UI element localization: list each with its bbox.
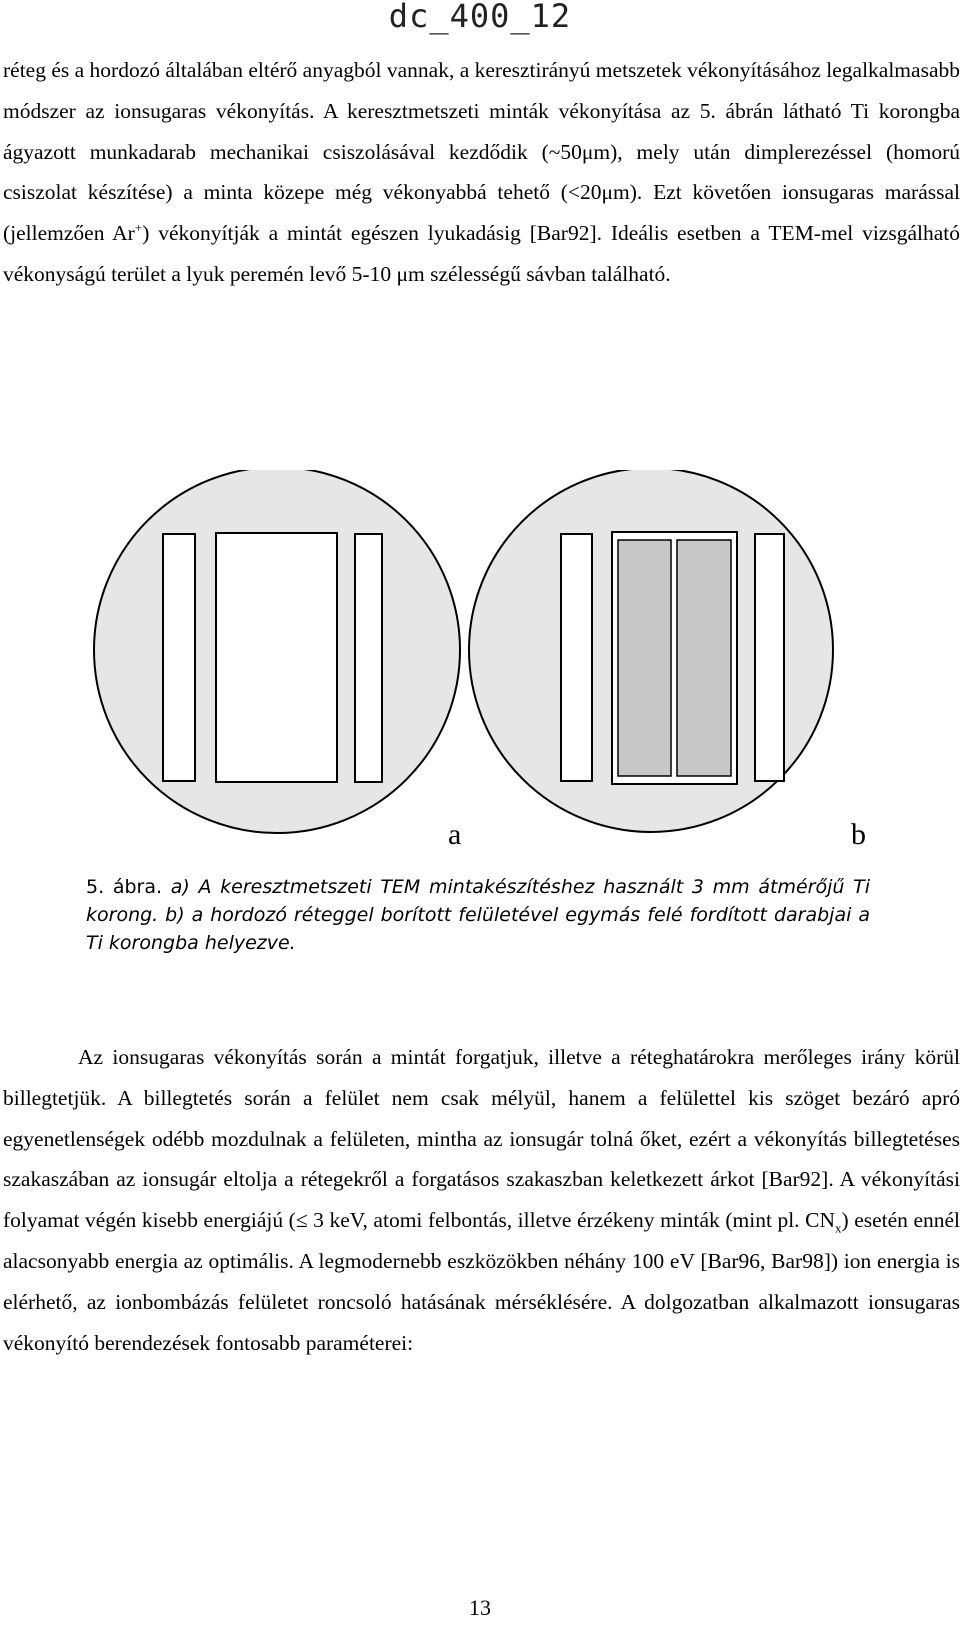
paragraph-2 <box>3 1037 960 1363</box>
paragraph-1 <box>3 50 960 295</box>
disk-a-center-slot <box>216 533 337 782</box>
disk-b-left-slot <box>561 534 592 781</box>
disk-a-left-slot <box>163 534 195 781</box>
paragraph-2-text-b: ) esetén ennél alacsonyabb energia az optimális. A legmodernebb eszközökben néhány 100 eV [Bar96, Bar98]) ion energia is elérhető, az ionbombázás felületet roncsoló hatásának mérséklésére. A dolgozatban alkalmazott ionsugaras vékonyító berendezések fontosabb paraméterei: <box>3 1208 960 1355</box>
subscript-x: x <box>834 1220 842 1236</box>
disk-a-right-slot <box>355 534 382 782</box>
figure-5-drawing <box>0 470 960 870</box>
page-number: 13 <box>469 1595 491 1620</box>
paragraph-1-text-b: ) vékonyítják a mintát egészen lyukadásig [Bar92]. Ideális esetben a TEM-mel vizsgálható vékonyságú terület a lyuk peremén levő 5-10 μm szélességű sávban található. <box>3 221 960 286</box>
caption-prefix: 5. ábra. <box>86 876 163 898</box>
figure-label-b: b <box>851 818 866 851</box>
document-id-header: dc_400_12 <box>388 0 572 35</box>
superscript-plus: + <box>134 220 143 236</box>
disk-b-right-slot <box>755 534 784 781</box>
disk-b-sample-half-left <box>618 540 671 776</box>
figure-5 <box>0 470 960 870</box>
disk-b-sample-half-right <box>677 540 731 776</box>
paragraph-2-text-a: Az ionsugaras vékonyítás során a mintát forgatjuk, illetve a réteghatárokra merőleges irány körül billegtetjük. A billegtetés során a felület nem csak mélyül, hanem a felülettel kis szöget bezáró apró egyenetlenségek odébb mozdulnak a felületen, mintha az ionsugár tolná őket, ezért a vékonyítás billegtetéses szakaszában az ionsugár eltolja a rétegekről a forgatásos szakaszban keletkezett árkot [Bar92]. A vékonyítási folyamat végén kisebb energiájú (≤ 3 keV, atomi felbontás, illetve érzékeny minták (mint pl. CN <box>3 1045 960 1233</box>
figure-caption <box>86 873 870 957</box>
paragraph-1-text-a: réteg és a hordozó általában eltérő anyagból vannak, a keresztirányú metszetek vékonyításához legalkalmasabb módszer az ionsugaras vékonyítás. A keresztmetszeti minták vékonyítása az 5. ábrán látható Ti korongba ágyazott munkadarab mechanikai csiszolásával kezdődik (~50μm), mely után dimplerezéssel (homorú csiszolat készítése) a minta közepe még vékonyabbá tehető (<20μm). Ezt követően ionsugaras marással (jellemzően Ar <box>3 58 960 246</box>
figure-label-a: a <box>448 818 462 851</box>
caption-text: a) A keresztmetszeti TEM mintakészítéshez használt 3 mm átmérőjű Ti korong. b) a hordozó réteggel borított felületével egymás felé fordított darabjai a Ti korongba helyezve. <box>86 876 870 954</box>
